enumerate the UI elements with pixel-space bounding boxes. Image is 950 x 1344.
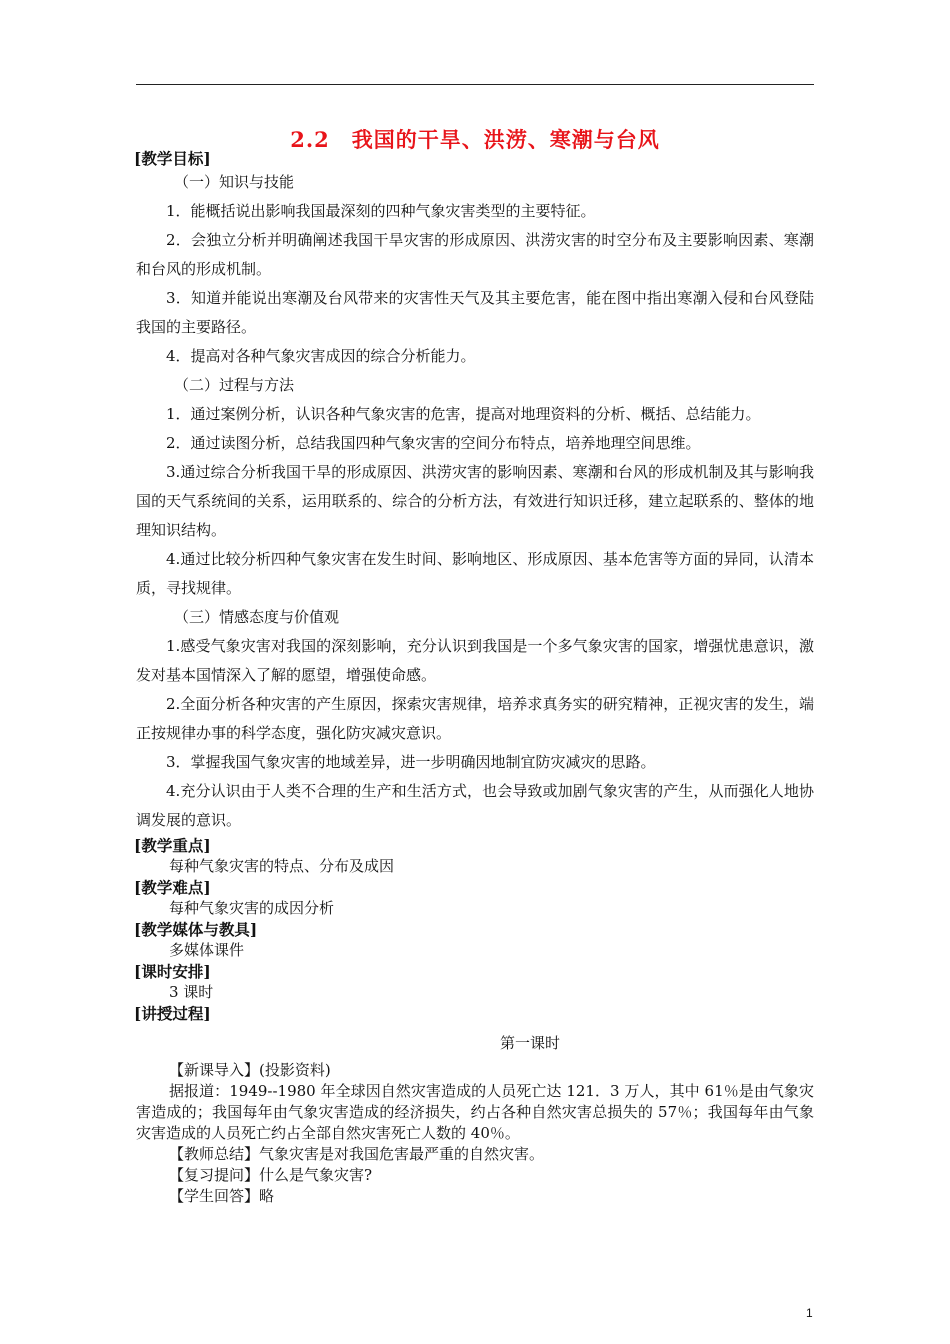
review-question: 【复习提问】什么是气象灾害? bbox=[169, 1166, 373, 1184]
difficulties-text: 每种气象灾害的成因分析 bbox=[169, 899, 335, 917]
section-heading-difficulties: [教学难点] bbox=[134, 878, 211, 897]
section-heading-media: [教学媒体与教具] bbox=[134, 920, 258, 939]
media-text: 多媒体课件 bbox=[169, 941, 245, 959]
title-text: 我国的干旱、洪涝、寒潮与台风 bbox=[351, 127, 660, 152]
section-heading-process: [讲授过程] bbox=[134, 1004, 211, 1023]
paragraph: 3.通过综合分析我国干旱的形成原因、洪涝灾害的影响因素、寒潮和台风的形成机制及其与影响我国的天气系统间的关系，运用联系的、综合的分析方法，有效进行知识迁移，建立起联系的、整体的地理知识结构。 bbox=[136, 463, 814, 539]
student-answer: 【学生回答】略 bbox=[169, 1187, 275, 1205]
objective-group-process bbox=[136, 371, 814, 603]
paragraph: 2.全面分析各种灾害的产生原因，探索灾害规律，培养求真务实的研究精神，正视灾害的发生，端正按规律办事的科学态度，强化防灾减灾意识。 bbox=[136, 695, 814, 742]
objective-group-attitude bbox=[136, 603, 814, 835]
section-heading-key-points: [教学重点] bbox=[134, 836, 211, 855]
paragraph: 1．通过案例分析，认识各种气象灾害的危害，提高对地理资料的分析、概括、总结能力。 bbox=[166, 405, 761, 423]
lesson-heading: 第一课时 bbox=[499, 1034, 560, 1052]
paragraph: 2．通过读图分析，总结我国四种气象灾害的空间分布特点，培养地理空间思维。 bbox=[166, 434, 701, 452]
intro-line: 【新课导入】(投影资料) bbox=[169, 1061, 331, 1079]
report-paragraph: 据报道：1949--1980 年全球因自然灾害造成的人员死亡达 121．3 万人，其中 61％是由气象灾害造成的；我国每年由气象灾害造成的经济损失，约占各种自然灾害总损失的 57％；我国每年由气象灾害造成的人员死亡约占全部自然灾害死亡人数的 40％。 bbox=[136, 1082, 814, 1142]
paragraph: 2．会独立分析并明确阐述我国干旱灾害的形成原因、洪涝灾害的时空分布及主要影响因素、寒潮和台风的形成机制。 bbox=[136, 231, 814, 278]
group-label: （二）过程与方法 bbox=[174, 376, 295, 394]
schedule-text: 3 课时 bbox=[169, 983, 214, 1001]
group-label: （三）情感态度与价值观 bbox=[174, 608, 340, 626]
title-number: 2.2 bbox=[290, 127, 330, 152]
paragraph: 4.充分认识由于人类不合理的生产和生活方式，也会导致或加剧气象灾害的产生，从而强化人地协调发展的意识。 bbox=[136, 782, 814, 829]
paragraph: 3．知道并能说出寒潮及台风带来的灾害性天气及其主要危害，能在图中指出寒潮入侵和台风登陆我国的主要路径。 bbox=[136, 289, 814, 336]
paragraph: 4．提高对各种气象灾害成因的综合分析能力。 bbox=[166, 347, 476, 365]
objective-group-knowledge bbox=[136, 168, 814, 371]
document-body bbox=[136, 148, 814, 1207]
teacher-summary: 【教师总结】气象灾害是对我国危害最严重的自然灾害。 bbox=[169, 1145, 545, 1163]
paragraph: 3．掌握我国气象灾害的地域差异，进一步明确因地制宜防灾减灾的思路。 bbox=[166, 753, 656, 771]
key-points-text: 每种气象灾害的特点、分布及成因 bbox=[169, 857, 395, 875]
section-heading-schedule: [课时安排] bbox=[134, 962, 211, 981]
section-heading-objectives: [教学目标] bbox=[134, 149, 211, 168]
page-number: 1 bbox=[806, 1306, 813, 1320]
paragraph: 1.感受气象灾害对我国的深刻影响，充分认识到我国是一个多气象灾害的国家，增强忧患意识，激发对基本国情深入了解的愿望，增强使命感。 bbox=[136, 637, 814, 684]
header-rule bbox=[136, 84, 814, 85]
group-label: （一）知识与技能 bbox=[174, 173, 295, 191]
paragraph: 4.通过比较分析四种气象灾害在发生时间、影响地区、形成原因、基本危害等方面的异同，认清本质，寻找规律。 bbox=[136, 550, 814, 597]
paragraph: 1．能概括说出影响我国最深刻的四种气象灾害类型的主要特征。 bbox=[166, 202, 596, 220]
